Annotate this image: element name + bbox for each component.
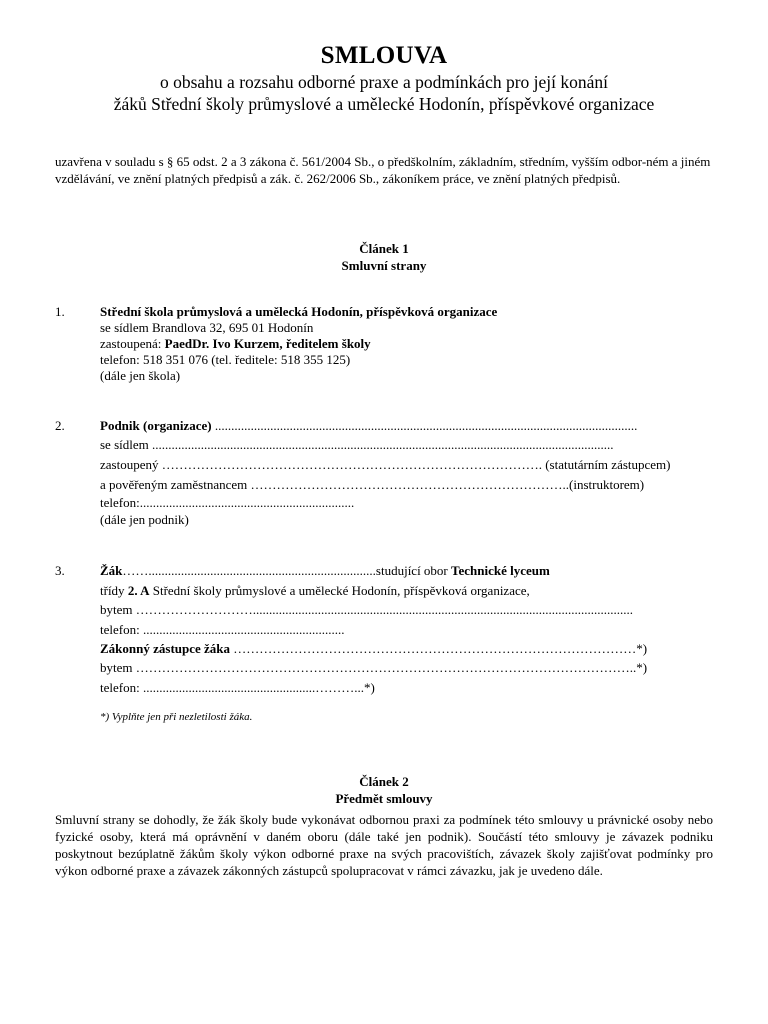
article-1-label: Článek 1 [359,241,409,256]
party-3-guardian-field: Zákonný zástupce žáka …………………………………………………………………………………*) [100,641,648,656]
party-3-guardian-residence-field: bytem ……………………………………………………………………………………………………..*) [100,660,648,675]
footnote: *) Vyplňte jen při nezletilosti žáka. [100,711,253,723]
document-subtitle-2: žáků Střední školy průmyslové a umělecké Hodonín, příspěvkové organizace [113,94,655,114]
party-3-number: 3. [55,563,65,578]
party-2-represented-field: zastoupený ……………………………………………………………………………. (statutárním zástupcem) [100,457,671,472]
article-1-heading [0,240,768,274]
article-1-title: Smluvní strany [341,258,427,273]
article-2-paragraph: Smluvní strany se dohodly, že žák školy bude vykonávat odbornou praxi za podmínek této smlouvy u právnické osoby nebo fyzické osoby, která má oprávnění v daném oboru (dále také jen podnik). Součástí této smlouvy je závazek podniku poskytnout bezúplatně žákům školy výkon odborné praxe na svých pracovištích, závazek školy zajišťovat podmínky pro výkon odborné praxe a závazek zákonných zástupců spolupracovat v rámci závazku, jak je uvedeno dále. [55,812,713,878]
party-2-seat-field: se sídlem .............................................................................................................................................. [100,437,614,452]
intro-paragraph: uzavřena v souladu s § 65 odst. 2 a 3 zákona č. 561/2004 Sb., o předškolním, základním, středním, vyšším odbor-ném a jiném vzdělávání, ve znění platných předpisů a zák. č. 262/2006 Sb., zákoníkem práce, ve znění platných předpisů. [55,154,711,186]
article-2-label: Článek 2 [359,774,409,789]
party-1-name: Střední škola průmyslová a umělecká Hodonín, příspěvková organizace [100,304,498,319]
article-2-title: Předmět smlouvy [335,791,433,806]
party-3-residence-field: bytem ………………………..................................................................................................................... [100,602,633,617]
party-3-guardian-phone-field: telefon: .....................................................………...*) [100,680,375,695]
party-2-employee-field: a pověřeným zaměstnancem ………………………………………………………………..(instruktorem) [100,477,645,492]
party-3-class-line: třídy 2. A Střední školy průmyslové a umělecké Hodonín, příspěvková organizace, [100,583,530,598]
article-2-heading [0,773,768,807]
party-2-phone-field: telefon:.................................................................. [100,495,355,510]
party-1-phone: telefon: 518 351 076 (tel. ředitele: 518 355 125) [100,352,351,367]
document-title: SMLOUVA [320,42,448,69]
party-2-number: 2. [55,418,65,433]
party-1-number: 1. [55,304,65,319]
party-3-pupil-field: Žák……......................................................................studující obor Technické lyceum [100,563,550,578]
party-2-name-field: Podnik (organizace) .................................................................................................................................. [100,418,638,433]
party-3-phone-field: telefon: .............................................................. [100,622,345,637]
party-2-alias: (dále jen podnik) [100,512,189,527]
party-1-seat: se sídlem Brandlova 32, 695 01 Hodonín [100,320,314,335]
document-subtitle-1: o obsahu a rozsahu odborné praxe a podmínkách pro její konání [159,72,609,92]
party-1-represented: zastoupená: PaedDr. Ivo Kurzem, ředitelem školy [100,336,371,351]
party-1-alias: (dále jen škola) [100,368,181,383]
